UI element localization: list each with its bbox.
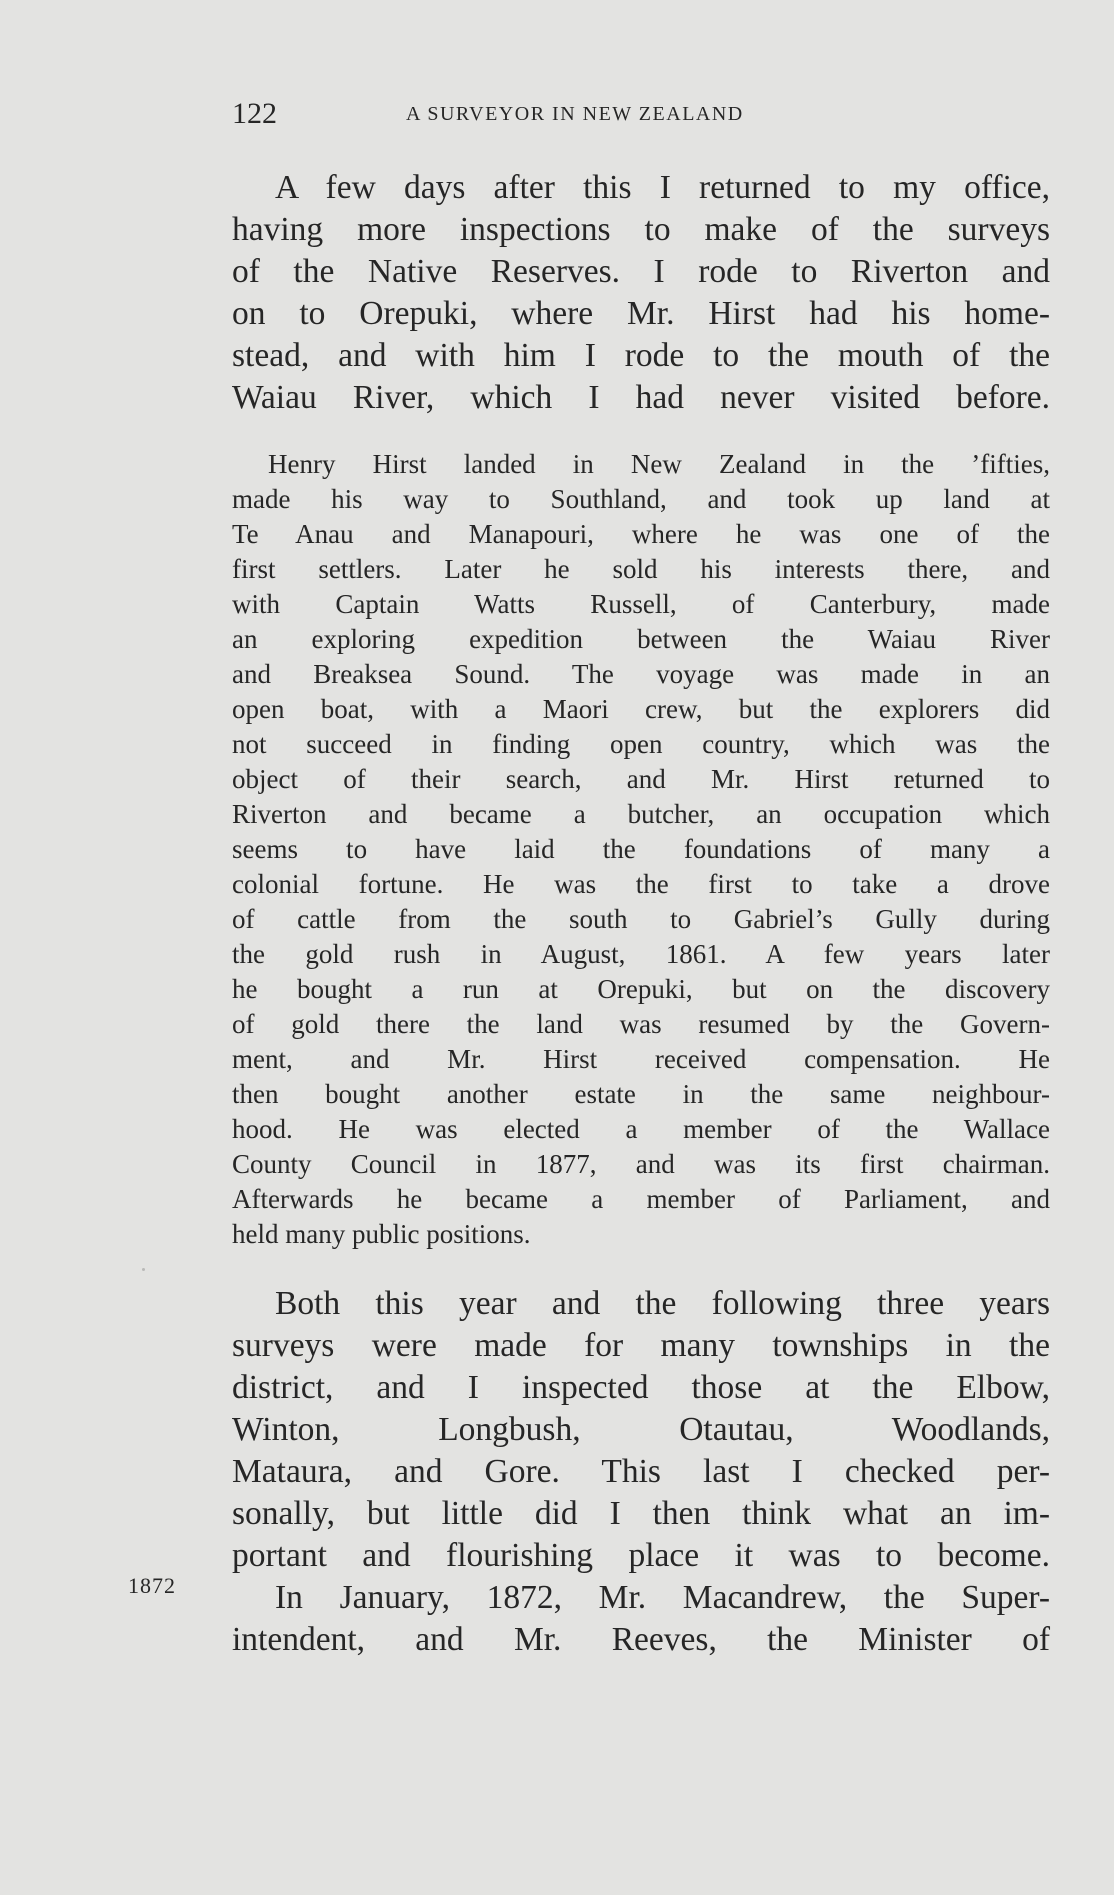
footnote-line: Henry Hirst landed in New Zealand in the ’fifties, — [268, 449, 1050, 479]
text-line: portant and flourishing place it was to become. — [232, 1537, 1050, 1574]
text-line: sonally, but little did I then think what an im- — [232, 1495, 1050, 1532]
footnote-line: ment, and Mr. Hirst received compensation. He — [232, 1044, 1050, 1074]
text-line: surveys were made for many townships in the — [232, 1327, 1050, 1364]
footnote-line: of cattle from the south to Gabriel’s Gully during — [232, 904, 1050, 934]
footnote-line: and Breaksea Sound. The voyage was made in an — [232, 659, 1050, 689]
footnote-line: made his way to Southland, and took up land at — [232, 484, 1050, 514]
footnote-line: the gold rush in August, 1861. A few years later — [232, 939, 1050, 969]
footnote-line: hood. He was elected a member of the Wallace — [232, 1114, 1050, 1144]
footnote-line: first settlers. Later he sold his interests there, and — [232, 554, 1050, 584]
footnote-line: he bought a run at Orepuki, but on the discovery — [232, 974, 1050, 1004]
footnote-line: colonial fortune. He was the first to take a drove — [232, 869, 1050, 899]
text-line: stead, and with him I rode to the mouth of the — [232, 337, 1050, 374]
footnote-line: Afterwards he became a member of Parliament, and — [232, 1184, 1050, 1214]
footnote-line: Riverton and became a butcher, an occupation which — [232, 799, 1050, 829]
margin-year-note: 1872 — [128, 1573, 176, 1598]
text-line: having more inspections to make of the surveys — [232, 211, 1050, 248]
footnote-line: with Captain Watts Russell, of Canterbury, made — [232, 589, 1050, 619]
text-line: A few days after this I returned to my office, — [275, 169, 1050, 206]
footnote-line: open boat, with a Maori crew, but the explorers did — [232, 694, 1050, 724]
footnote-line: Te Anau and Manapouri, where he was one of the — [232, 519, 1050, 549]
footnote-line: object of their search, and Mr. Hirst returned to — [232, 764, 1050, 794]
footnote-line: an exploring expedition between the Waiau River — [232, 624, 1050, 654]
text-line: on to Orepuki, where Mr. Hirst had his home- — [232, 295, 1050, 332]
footnote-line: County Council in 1877, and was its first chairman. — [232, 1149, 1050, 1179]
text-line: Waiau River, which I had never visited before. — [232, 379, 1050, 416]
page-number: 122 — [232, 97, 277, 130]
page-header — [232, 94, 1052, 134]
text-line: Winton, Longbush, Otautau, Woodlands, — [232, 1411, 1050, 1448]
footnote-line: held many public positions. — [232, 1219, 531, 1249]
footnote-line: not succeed in finding open country, which was the — [232, 729, 1050, 759]
footnote-line: then bought another estate in the same neighbour- — [232, 1079, 1050, 1109]
text-line: Both this year and the following three years — [275, 1285, 1050, 1322]
footnote-line: seems to have laid the foundations of many a — [232, 834, 1050, 864]
text-line: Mataura, and Gore. This last I checked per- — [232, 1453, 1050, 1490]
running-head: A SURVEYOR IN NEW ZEALAND — [406, 103, 744, 125]
footnote-line: of gold there the land was resumed by the Govern- — [232, 1009, 1050, 1039]
text-line: district, and I inspected those at the Elbow, — [232, 1369, 1050, 1406]
text-line: In January, 1872, Mr. Macandrew, the Super- — [275, 1579, 1050, 1616]
text-line: intendent, and Mr. Reeves, the Minister of — [232, 1621, 1050, 1658]
paper-speck — [142, 1268, 145, 1271]
text-line: of the Native Reserves. I rode to Riverton and — [232, 253, 1050, 290]
